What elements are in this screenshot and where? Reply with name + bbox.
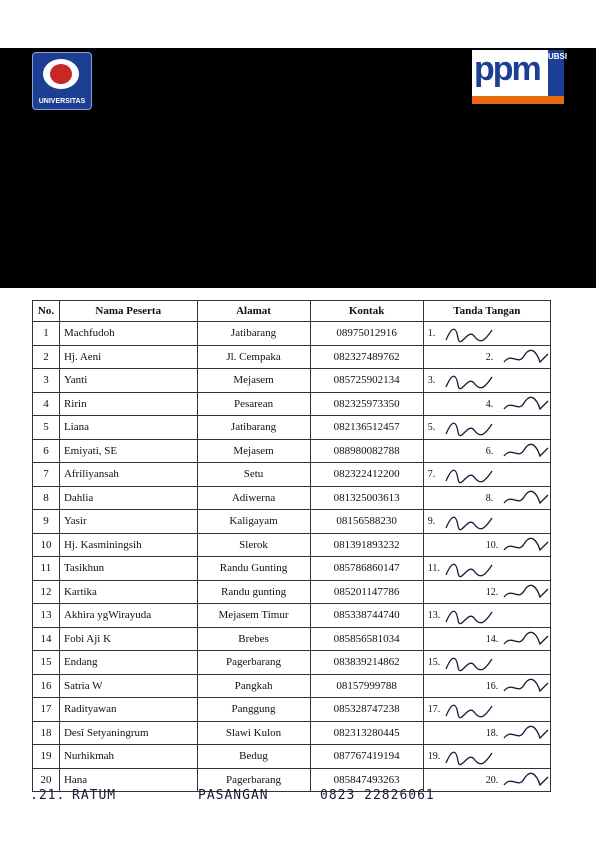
participant-address: Randu Gunting: [197, 557, 310, 581]
table-header-row: [33, 301, 551, 322]
signature-cell: [423, 627, 550, 651]
participant-address: Mejasem Timur: [197, 604, 310, 628]
col-signature: Tanda Tangan: [423, 301, 550, 322]
participant-contact: 085201147786: [310, 580, 423, 604]
handwritten-name: RATUM: [72, 788, 117, 803]
participant-address: Brebes: [197, 627, 310, 651]
signature-number: 13.: [427, 610, 441, 621]
participant-contact: 08157999788: [310, 674, 423, 698]
participant-name: Desî Setyaningrum: [59, 721, 197, 745]
participant-contact: 082136512457: [310, 416, 423, 440]
participant-contact: 085338744740: [310, 604, 423, 628]
row-number: 11: [33, 557, 60, 581]
row-number: 3: [33, 369, 60, 393]
table-row: [33, 463, 551, 487]
table-row: [33, 698, 551, 722]
signature-cell: [423, 345, 550, 369]
participant-address: Mejasem: [197, 439, 310, 463]
participant-contact: 083839214862: [310, 651, 423, 675]
signature-cell: [423, 745, 550, 769]
participant-name: Akhira ygWirayuda: [59, 604, 197, 628]
university-logo-caption: UNIVERSITAS: [38, 98, 86, 105]
signature-scribble-icon: [444, 371, 504, 391]
participant-contact: 088980082788: [310, 439, 423, 463]
signature-scribble-icon: [502, 395, 562, 415]
row-number: 2: [33, 345, 60, 369]
signature-cell: [423, 392, 550, 416]
table-row: [33, 439, 551, 463]
table-row: [33, 627, 551, 651]
signature-cell: [423, 463, 550, 487]
participant-contact: 082322412200: [310, 463, 423, 487]
signature-scribble-icon: [444, 700, 504, 720]
signature-scribble-icon: [502, 771, 562, 791]
signature-number: 4.: [485, 398, 494, 410]
row-number: 16: [33, 674, 60, 698]
signature-number: 18.: [485, 727, 499, 739]
row-number: 15: [33, 651, 60, 675]
participant-name: Hana: [59, 768, 197, 792]
university-logo: [32, 52, 92, 110]
col-contact: Kontak: [310, 301, 423, 322]
signature-cell: [423, 674, 550, 698]
signature-scribble-icon: [444, 653, 504, 673]
signature-number: 14.: [485, 633, 499, 645]
signature-number: 5.: [427, 422, 436, 433]
participant-address: Slerok: [197, 533, 310, 557]
participant-contact: 085328747238: [310, 698, 423, 722]
participant-name: Emiyati, SE: [59, 439, 197, 463]
signature-cell: [423, 698, 550, 722]
signature-cell: [423, 721, 550, 745]
participant-name: Radityawan: [59, 698, 197, 722]
signature-number: 6.: [485, 445, 494, 457]
table-row: [33, 510, 551, 534]
handwritten-address: PASANGAN: [198, 788, 269, 803]
participant-name: Afriliyansah: [59, 463, 197, 487]
participant-name: Dahlia: [59, 486, 197, 510]
signature-scribble-icon: [502, 536, 562, 556]
participant-name: Endang: [59, 651, 197, 675]
participant-address: Panggung: [197, 698, 310, 722]
participant-address: Randu gunting: [197, 580, 310, 604]
signature-scribble-icon: [444, 606, 504, 626]
row-number: 17: [33, 698, 60, 722]
participant-name: Liana: [59, 416, 197, 440]
signature-cell: [423, 604, 550, 628]
table-row: [33, 486, 551, 510]
col-address: Alamat: [197, 301, 310, 322]
seal-icon: [43, 59, 79, 89]
signature-cell: [423, 510, 550, 534]
signature-number: 10.: [485, 539, 499, 551]
signature-cell: [423, 322, 550, 346]
signature-cell: [423, 416, 550, 440]
participant-address: Jl. Cempaka: [197, 345, 310, 369]
participant-contact: 085786860147: [310, 557, 423, 581]
signature-number: 19.: [427, 751, 441, 762]
signature-cell: [423, 439, 550, 463]
table-row: [33, 721, 551, 745]
participant-name: Yanti: [59, 369, 197, 393]
logo-bar: [472, 96, 564, 104]
participant-contact: 085847493263: [310, 768, 423, 792]
signature-number: 16.: [485, 680, 499, 692]
attendance-table: [32, 300, 551, 792]
participant-contact: 081391893232: [310, 533, 423, 557]
participant-contact: 082325973350: [310, 392, 423, 416]
participant-address: Pagerbarang: [197, 768, 310, 792]
participant-contact: 081325003613: [310, 486, 423, 510]
participant-name: Machfudoh: [59, 322, 197, 346]
participant-name: Hj. Aeni: [59, 345, 197, 369]
signature-scribble-icon: [502, 583, 562, 603]
row-number: 1: [33, 322, 60, 346]
table-row: [33, 580, 551, 604]
ppm-logo-text: ppm: [474, 50, 540, 88]
participant-name: Tasikhun: [59, 557, 197, 581]
row-number: 5: [33, 416, 60, 440]
participant-address: Mejasem: [197, 369, 310, 393]
participant-name: Hj. Kasminingsih: [59, 533, 197, 557]
signature-number: 20.: [485, 774, 499, 786]
signature-number: 15.: [427, 657, 441, 668]
signature-number: 3.: [427, 375, 436, 386]
col-no: No.: [33, 301, 60, 322]
participant-address: Jatibarang: [197, 322, 310, 346]
signature-scribble-icon: [444, 418, 504, 438]
participant-address: Pesarean: [197, 392, 310, 416]
signature-scribble-icon: [444, 747, 504, 767]
signature-cell: [423, 369, 550, 393]
participant-address: Setu: [197, 463, 310, 487]
participant-contact: 085725902134: [310, 369, 423, 393]
table-body: [33, 322, 551, 792]
participant-contact: 082313280445: [310, 721, 423, 745]
table-row: [33, 533, 551, 557]
table-row: [33, 604, 551, 628]
participant-name: Fobi Aji K: [59, 627, 197, 651]
table-row: [33, 674, 551, 698]
participant-name: Ririn: [59, 392, 197, 416]
signature-number: 8.: [485, 492, 494, 504]
table-row: [33, 651, 551, 675]
signature-number: 17.: [427, 704, 441, 715]
table-row: [33, 322, 551, 346]
participant-contact: 085856581034: [310, 627, 423, 651]
ubsi-logo-side: UBSI: [548, 50, 564, 96]
signature-scribble-icon: [502, 677, 562, 697]
participant-address: Jatibarang: [197, 416, 310, 440]
signature-scribble-icon: [502, 348, 562, 368]
signature-scribble-icon: [502, 630, 562, 650]
row-number: 12: [33, 580, 60, 604]
participant-contact: 08156588230: [310, 510, 423, 534]
signature-number: 9.: [427, 516, 436, 527]
row-number: 13: [33, 604, 60, 628]
participant-contact: 087767419194: [310, 745, 423, 769]
signature-scribble-icon: [444, 512, 504, 532]
signature-scribble-icon: [444, 559, 504, 579]
row-number: 19: [33, 745, 60, 769]
signature-cell: [423, 486, 550, 510]
handwritten-phone: 0823 22826061: [320, 788, 435, 803]
table-row: [33, 345, 551, 369]
signature-number: 11.: [427, 563, 440, 574]
signature-number: 2.: [485, 351, 494, 363]
signature-scribble-icon: [444, 324, 504, 344]
participant-name: Yasir: [59, 510, 197, 534]
handwritten-number: .21.: [30, 788, 66, 803]
signature-scribble-icon: [444, 465, 504, 485]
signature-cell: [423, 580, 550, 604]
participant-address: Adiwerna: [197, 486, 310, 510]
signature-cell: [423, 533, 550, 557]
signature-number: 7.: [427, 469, 436, 480]
table-row: [33, 369, 551, 393]
participant-name: Kartika: [59, 580, 197, 604]
signature-cell: [423, 651, 550, 675]
participant-address: Pangkah: [197, 674, 310, 698]
participant-name: Nurhikmah: [59, 745, 197, 769]
signature-number: 1.: [427, 328, 436, 339]
table-row: [33, 557, 551, 581]
row-number: 7: [33, 463, 60, 487]
row-number: 14: [33, 627, 60, 651]
participant-contact: 082327489762: [310, 345, 423, 369]
participant-address: Pagerbarang: [197, 651, 310, 675]
signature-cell: [423, 557, 550, 581]
signature-scribble-icon: [502, 489, 562, 509]
participant-name: Satria W: [59, 674, 197, 698]
table-row: [33, 416, 551, 440]
row-number: 8: [33, 486, 60, 510]
row-number: 10: [33, 533, 60, 557]
row-number: 18: [33, 721, 60, 745]
signature-scribble-icon: [502, 724, 562, 744]
row-number: 4: [33, 392, 60, 416]
table-row: [33, 392, 551, 416]
signature-cell: [423, 768, 550, 792]
participant-contact: 08975012916: [310, 322, 423, 346]
col-name: Nama Peserta: [59, 301, 197, 322]
ppm-logo: [472, 50, 568, 104]
row-number: 9: [33, 510, 60, 534]
row-number: 20: [33, 768, 60, 792]
participant-address: Slawi Kulon: [197, 721, 310, 745]
participant-address: Kaligayam: [197, 510, 310, 534]
signature-number: 12.: [485, 586, 499, 598]
row-number: 6: [33, 439, 60, 463]
participant-address: Bedug: [197, 745, 310, 769]
signature-scribble-icon: [502, 442, 562, 462]
table-row: [33, 745, 551, 769]
